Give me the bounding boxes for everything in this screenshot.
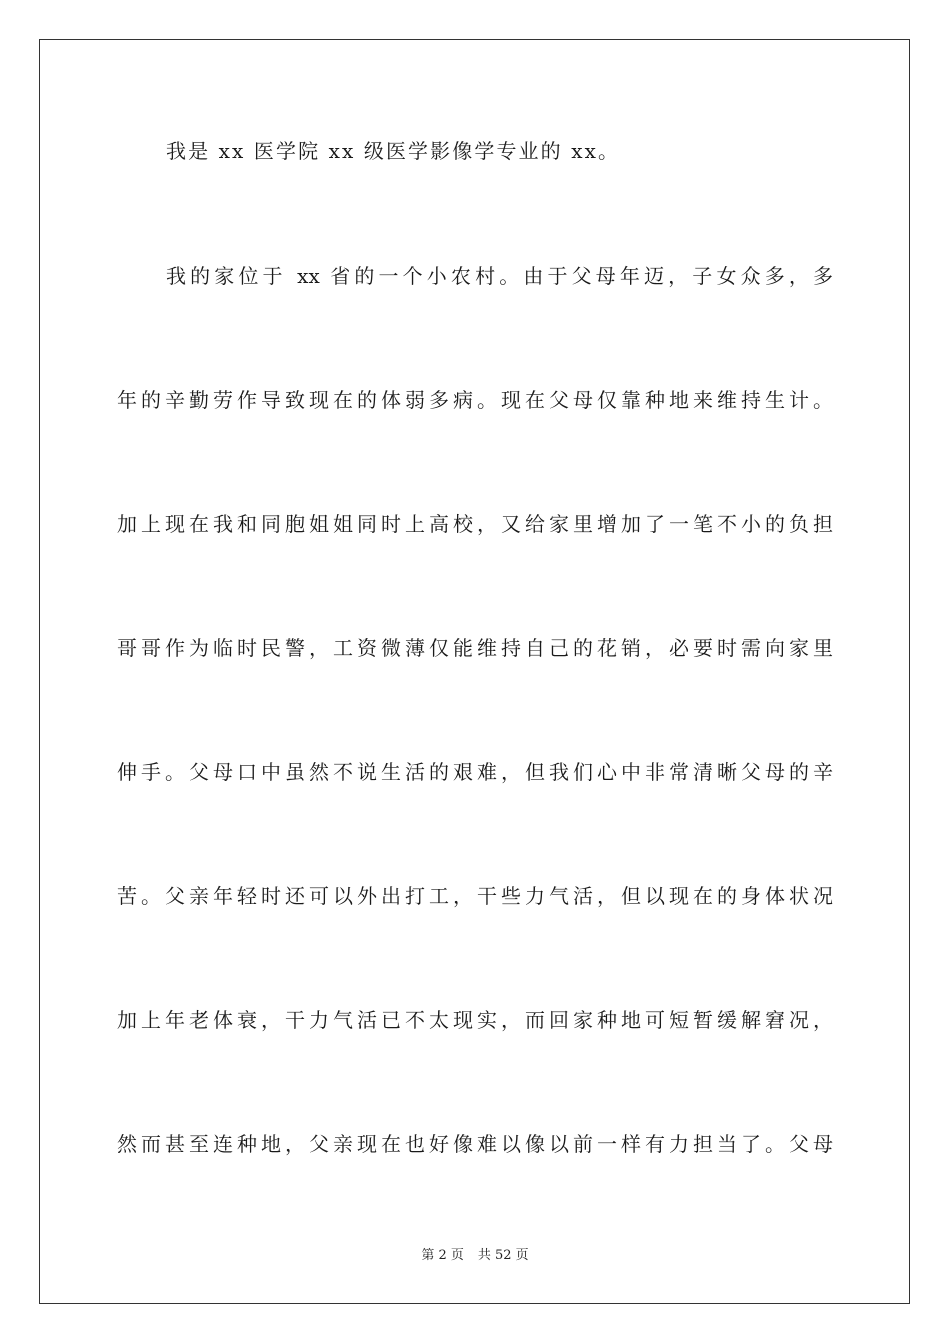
page-total: 共 52 页 [477,1248,529,1263]
paragraph-line: 苦。父亲年轻时还可以外出打工，干些力气活，但以现在的身体状况 [117,884,833,908]
paragraph-line: 然而甚至连种地，父亲现在也好像难以像以前一样有力担当了。父母 [117,1132,833,1156]
paragraph-line: 哥哥作为临时民警，工资微薄仅能维持自己的花销，必要时需向家里 [117,636,833,660]
page-border [39,39,910,1304]
paragraph-line: 年的辛勤劳作导致现在的体弱多病。现在父母仅靠种地来维持生计。 [117,388,833,412]
page-footer [0,1247,950,1265]
paragraph-line: 我是 xx 医学院 xx 级医学影像学专业的 xx。 [166,139,621,163]
page-number: 第 2 页 [421,1248,464,1263]
paragraph-line: 加上年老体衰，干力气活已不太现实，而回家种地可短暂缓解窘况， [117,1008,833,1032]
paragraph-line: 加上现在我和同胞姐姐同时上高校，又给家里增加了一笔不小的负担 [117,512,833,536]
paragraph-line: 伸手。父母口中虽然不说生活的艰难，但我们心中非常清晰父母的辛 [117,760,833,784]
paragraph-line: 我的家位于 xx 省的一个小农村。由于父母年迈，子女众多，多 [166,264,833,288]
